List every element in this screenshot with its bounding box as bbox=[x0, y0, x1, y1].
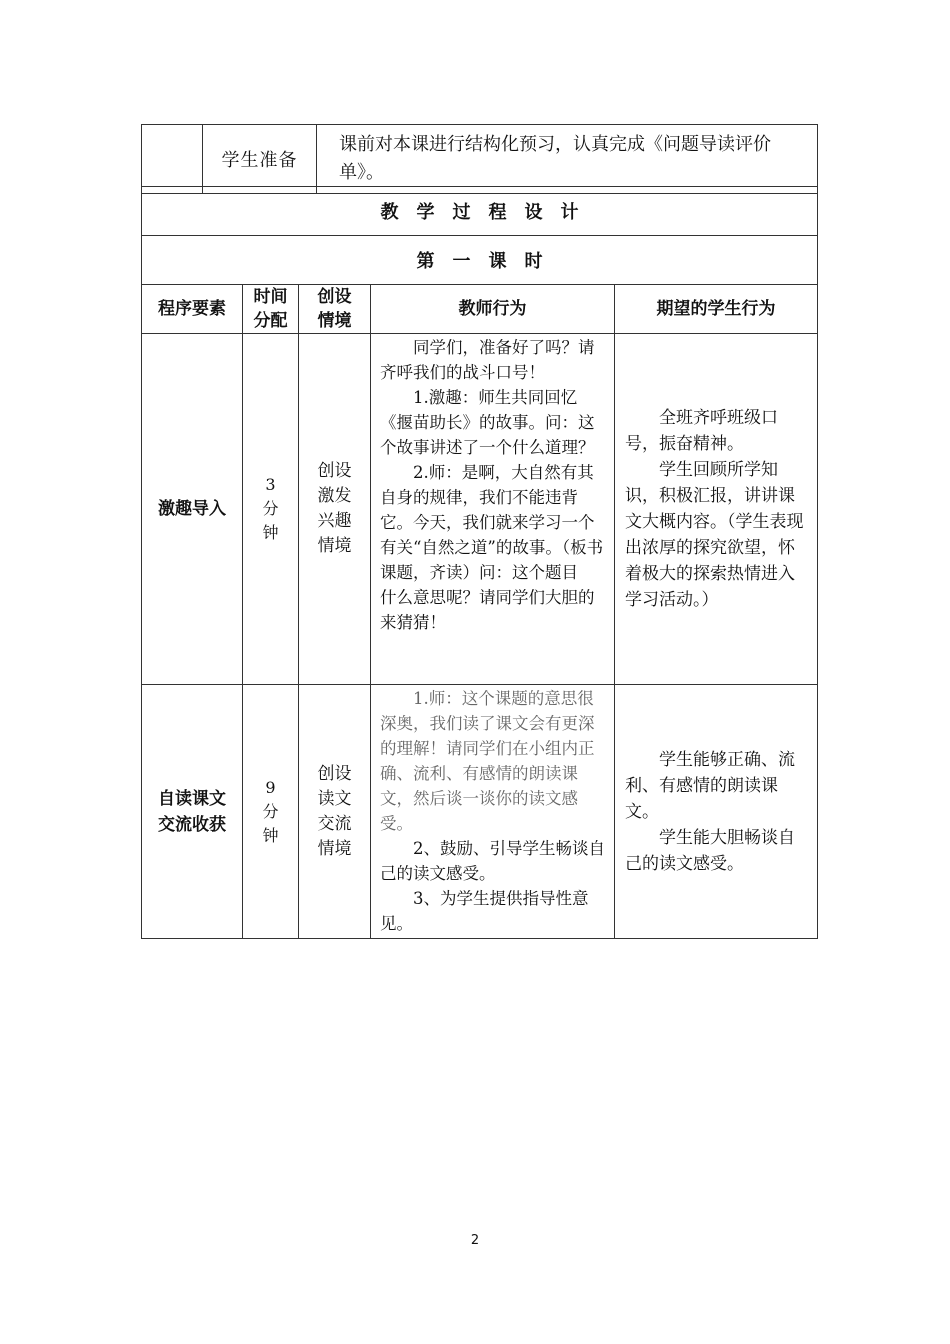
step-name-line: 激趣导入 bbox=[158, 499, 226, 519]
lesson-title: 第 一 课 时 bbox=[142, 236, 818, 285]
header-student: 期望的学生行为 bbox=[615, 285, 818, 334]
teacher-paragraph: 2.师：是啊，大自然有其自身的规律，我们不能违背它。今天，我们就来学习一个有关“自然之道”的故事。（板书课题，齐读）问：这个题目 什么意思呢？请同学们大胆的来猜猜！ bbox=[380, 463, 604, 632]
header-time bbox=[243, 285, 299, 334]
student-prep-text: 课前对本课进行结构化预习，认真完成《问题导读评价单》。 bbox=[317, 125, 818, 194]
teacher-paragraph: 1.师：这个课题的意思很深奥，我们读了课文会有更深的理解！请同学们在小组内正确、流利、有感情的朗读课文，然后谈一谈你的读文感受。 bbox=[380, 689, 595, 833]
student-behavior bbox=[615, 685, 818, 939]
time-allocation bbox=[243, 334, 299, 685]
student-paragraph: 学生能够正确、流利、有感情的朗读课文。 bbox=[625, 749, 795, 822]
student-prep-label: 学生准备 bbox=[203, 125, 317, 194]
scene-line: 创设 bbox=[317, 461, 352, 481]
header-teacher: 教师行为 bbox=[371, 285, 615, 334]
scene-line: 创设 bbox=[317, 763, 352, 784]
teacher-behavior bbox=[371, 334, 615, 685]
time-line: 钟 bbox=[262, 523, 279, 542]
table-row bbox=[142, 685, 818, 939]
process-title: 教 学 过 程 设 计 bbox=[142, 187, 818, 236]
scene-line: 读文 bbox=[317, 788, 352, 809]
step-name-line: 自读课文 bbox=[158, 788, 226, 809]
teacher-paragraph: 同学们，准备好了吗？请齐呼我们的战斗口号！ bbox=[380, 338, 595, 382]
time-line: 分 bbox=[262, 801, 279, 821]
empty-cell bbox=[142, 125, 203, 194]
scene-line: 交流 bbox=[317, 813, 352, 834]
header-scene-line: 情境 bbox=[317, 311, 352, 331]
teacher-paragraph: 2、鼓励、引导学生畅谈自己的读文感受。 bbox=[380, 839, 605, 883]
teacher-paragraph: 1.激趣：师生共同回忆《揠苗助长》的故事。问：这个故事讲述了一个什么道理？ bbox=[380, 388, 595, 457]
header-step: 程序要素 bbox=[142, 285, 243, 334]
teaching-process-table bbox=[141, 186, 818, 939]
student-paragraph: 学生能大胆畅谈自己的读文感受。 bbox=[625, 827, 795, 874]
student-paragraph: 全班齐呼班级口号，振奋精神。 bbox=[625, 408, 778, 454]
student-prep-row bbox=[142, 125, 818, 194]
scene-line: 兴趣 bbox=[317, 511, 352, 531]
scene-setting bbox=[299, 685, 371, 939]
table-row bbox=[142, 334, 818, 685]
time-line: 钟 bbox=[262, 825, 279, 845]
teacher-paragraph: 3、为学生提供指导性意见。 bbox=[380, 889, 589, 933]
header-time-line: 时间 bbox=[253, 287, 288, 307]
page-number: 2 bbox=[470, 1233, 480, 1248]
header-scene-line: 创设 bbox=[317, 287, 352, 307]
time-line: 分 bbox=[262, 499, 279, 518]
teacher-behavior bbox=[371, 685, 615, 939]
student-prep-table bbox=[141, 124, 818, 194]
student-behavior bbox=[615, 334, 818, 685]
step-name bbox=[142, 334, 243, 685]
time-line: 3 bbox=[265, 475, 276, 494]
time-allocation bbox=[243, 685, 299, 939]
step-name bbox=[142, 685, 243, 939]
time-line: 9 bbox=[265, 777, 276, 797]
scene-line: 激发 bbox=[317, 486, 352, 506]
student-paragraph: 学生回顾所学知识，积极汇报，讲讲课文大概内容。（学生表现出浓厚的探究欲望，怀着极大的探索热情进入学习活动。） bbox=[625, 460, 804, 610]
scene-line: 情境 bbox=[317, 536, 352, 556]
header-row bbox=[142, 285, 818, 334]
header-time-line: 分配 bbox=[253, 311, 288, 331]
step-name-line: 交流收获 bbox=[158, 814, 226, 835]
header-scene bbox=[299, 285, 371, 334]
scene-setting bbox=[299, 334, 371, 685]
scene-line: 情境 bbox=[317, 838, 352, 859]
